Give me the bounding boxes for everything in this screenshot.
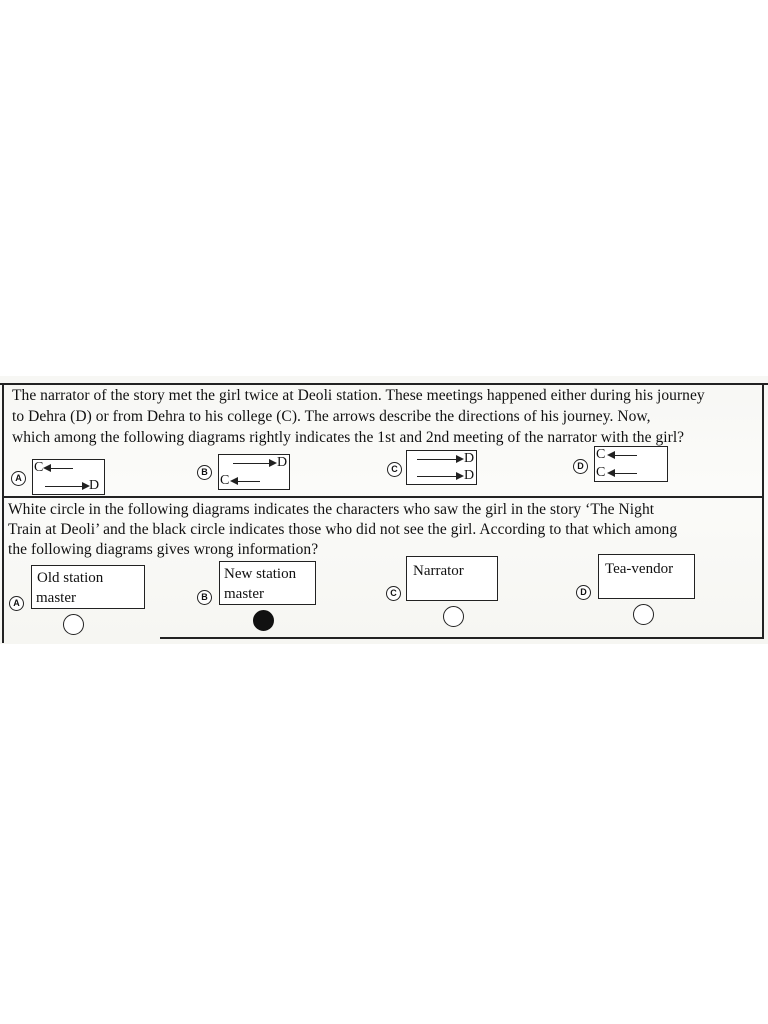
q2-option-b-box (219, 561, 316, 605)
question-1-line-2: to Dehra (D) or from Dehra to his college (C). The arrows describe the directions of his journey. Now, (12, 408, 651, 425)
option-a-row-2-arrow (45, 486, 83, 487)
top-rule (0, 383, 768, 385)
question-2-line-3: the following diagrams gives wrong information? (8, 541, 319, 558)
option-b-row-1-arrowhead (269, 459, 277, 467)
q2-option-c-box (406, 556, 498, 601)
q2-option-a-white-circle (63, 614, 84, 635)
q2-option-b-badge[interactable]: B (197, 590, 212, 605)
option-d-row-1-arrow (613, 455, 637, 456)
q2-option-b-line-2: master (224, 586, 264, 602)
option-a-diagram (32, 459, 105, 495)
q2-option-a-line-1: Old station (37, 570, 104, 586)
option-d-diagram (594, 446, 668, 482)
bottom-rule (160, 637, 764, 639)
option-b-row-1-label: D (277, 455, 288, 470)
q2-option-c-white-circle (443, 606, 464, 627)
q2-option-d-badge[interactable]: D (576, 585, 591, 600)
option-b-row-2-label: C (220, 473, 230, 488)
option-c-row-2-label: D (464, 468, 475, 483)
option-c-row-1-arrow (417, 459, 457, 460)
option-b-row-1-arrow (233, 463, 271, 464)
option-b-diagram (218, 454, 290, 490)
option-d-row-2-arrow (613, 473, 637, 474)
question-divider (3, 496, 763, 498)
option-c-row-1-label: D (464, 451, 475, 466)
question-1-line-3: which among the following diagrams rightly indicates the 1st and 2nd meeting of the narrator with the girl? (12, 429, 685, 446)
option-b-badge[interactable]: B (197, 465, 212, 480)
q2-option-d-line-1: Tea-vendor (605, 561, 674, 577)
option-c-row-2-arrowhead (456, 472, 464, 480)
option-a-row-1-label: C (34, 460, 44, 475)
q2-option-d-white-circle (633, 604, 654, 625)
option-d-row-2-label: C (596, 465, 606, 480)
option-d-badge[interactable]: D (573, 459, 588, 474)
option-d-row-1-label: C (596, 447, 606, 462)
option-a-row-2-label: D (89, 478, 100, 493)
q2-option-c-line-1: Narrator (413, 563, 464, 579)
q2-option-d-box (598, 554, 695, 599)
q2-option-a-badge[interactable]: A (9, 596, 24, 611)
q2-option-a-line-2: master (36, 590, 76, 606)
q2-option-a-box (31, 565, 145, 609)
option-b-row-2-arrow (236, 481, 260, 482)
option-c-row-1-arrowhead (456, 455, 464, 463)
option-c-row-2-arrow (417, 476, 457, 477)
q2-option-b-line-1: New station (224, 566, 297, 582)
option-a-badge[interactable]: A (11, 471, 26, 486)
question-2-line-1: White circle in the following diagrams indicates the characters who saw the girl in the story ‘The Night (8, 501, 655, 518)
option-c-diagram (406, 450, 477, 485)
option-a-row-1-arrow (49, 468, 73, 469)
q2-option-b-black-circle (253, 610, 274, 631)
right-rule (762, 383, 764, 637)
left-rule (2, 383, 4, 643)
option-c-badge[interactable]: C (387, 462, 402, 477)
q2-option-c-badge[interactable]: C (386, 586, 401, 601)
question-2-line-2: Train at Deoli’ and the black circle indicates those who did not see the girl. According to that which among (8, 521, 678, 538)
question-1-line-1: The narrator of the story met the girl twice at Deoli station. These meetings happened either during his journey (12, 387, 705, 404)
